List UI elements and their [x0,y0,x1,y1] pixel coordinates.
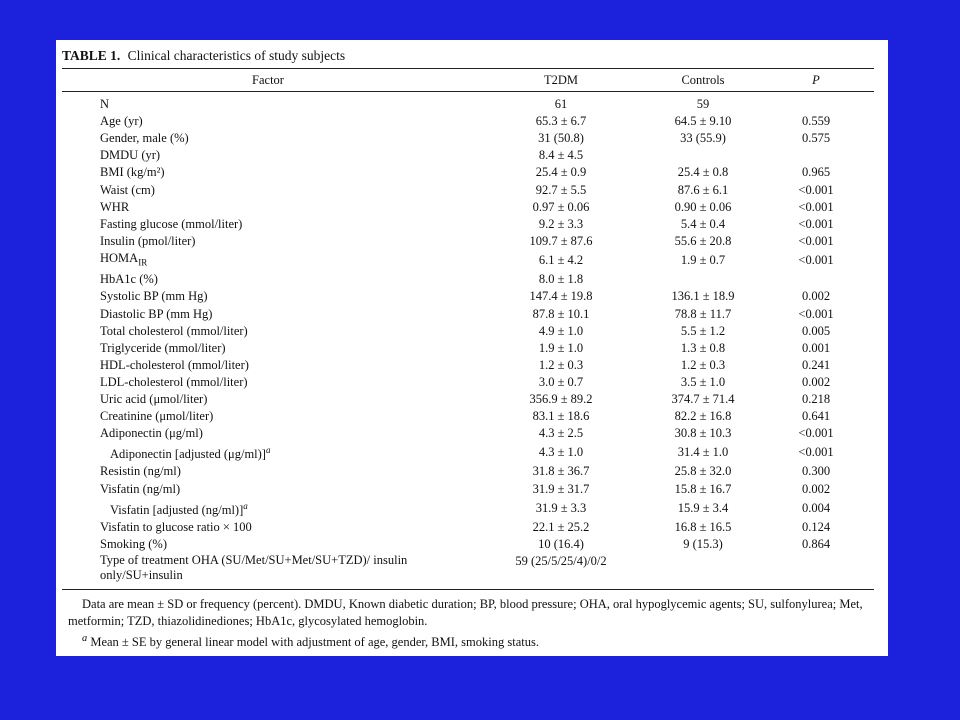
cell-controls: 78.8 ± 11.7 [674,306,732,321]
table-row [62,113,874,130]
factor-label: HDL-cholesterol (mmol/liter) [100,357,249,372]
cell-factor [62,323,474,340]
factor-label: BMI (kg/m²) [100,165,165,180]
cell-p: 0.004 [801,500,831,515]
cell-p [758,147,874,164]
table-row [62,271,874,288]
table-row [62,323,874,340]
cell-factor [62,288,474,305]
cell-t2dm: 0.97 ± 0.06 [532,199,590,214]
cell-factor [62,130,474,147]
cell-factor [62,374,474,391]
factor-label: Systolic BP (mm Hg) [100,289,208,304]
cell-p [758,92,874,114]
cell-factor [62,391,474,408]
footnote-a-mark: a [82,632,88,644]
cell-t2dm: 31 (50.8) [538,131,584,146]
cell-p: 0.002 [801,289,831,304]
factor-label: DMDU (yr) [100,148,161,163]
footnote-marker: a [265,445,271,456]
header-p-label: P [812,73,820,87]
cell-factor [62,164,474,181]
cell-controls: 25.4 ± 0.8 [677,165,729,180]
cell-p: 0.965 [801,165,831,180]
table-caption [62,46,874,68]
cell-factor [62,481,474,498]
cell-t2dm: 10 (16.4) [538,536,584,551]
cell-factor [62,147,474,164]
table-row [62,481,874,498]
cell-factor [62,442,474,463]
cell-factor [62,181,474,198]
header-factor: Factor [252,73,284,87]
cell-factor [62,553,474,590]
cell-p: 0.864 [801,536,831,551]
factor-label: Visfatin [adjusted (ng/ml)] [110,502,244,517]
cell-factor [62,92,474,114]
table-row [62,233,874,250]
cell-controls: 0.90 ± 0.06 [674,199,732,214]
cell-controls: 55.6 ± 20.8 [674,233,732,248]
cell-controls: 82.2 ± 16.8 [674,409,732,424]
cell-t2dm: 4.3 ± 1.0 [538,445,584,460]
footnote-a [68,630,868,651]
factor-label: Insulin (pmol/liter) [100,233,196,248]
cell-p: 0.002 [801,374,831,389]
table-row [62,463,874,480]
cell-factor [62,463,474,480]
cell-controls: 15.9 ± 3.4 [677,500,729,515]
cell-p: 0.559 [801,114,831,129]
cell-t2dm: 1.9 ± 1.0 [538,340,584,355]
header-t2dm: T2DM [543,73,579,87]
factor-label: Smoking (%) [100,536,168,551]
table-row [62,408,874,425]
clinical-characteristics-table [62,68,874,590]
cell-factor [62,250,474,272]
cell-p [758,271,874,288]
factor-label: Waist (cm) [100,182,155,197]
factor-label: WHR [100,199,130,214]
table-title: Clinical characteristics of study subjects [127,48,346,63]
cell-factor [62,425,474,442]
cell-controls: 64.5 ± 9.10 [674,114,732,129]
factor-label: Adiponectin [adjusted (μg/ml)] [110,447,266,462]
cell-factor [62,306,474,323]
header-p [758,69,874,92]
cell-t2dm: 83.1 ± 18.6 [532,409,590,424]
table-header-row [62,69,874,92]
table-row [62,164,874,181]
table-number: TABLE 1. [62,48,121,63]
table-footnotes [62,590,874,651]
table-row [62,391,874,408]
cell-controls: 374.7 ± 71.4 [671,392,735,407]
factor-label: Creatinine (μmol/liter) [100,409,214,424]
factor-label: Total cholesterol (mmol/liter) [100,323,248,338]
table-row [62,250,874,272]
cell-t2dm: 31.8 ± 36.7 [532,464,590,479]
cell-p: 0.002 [801,481,831,496]
cell-factor [62,536,474,553]
factor-label: Adiponectin (μg/ml) [100,426,203,441]
cell-controls: 5.5 ± 1.2 [680,323,726,338]
table-row [62,92,874,114]
cell-p: 0.218 [801,392,831,407]
cell-controls: 16.8 ± 16.5 [674,519,732,534]
factor-label: Age (yr) [100,114,143,129]
cell-factor [62,233,474,250]
table-row [62,340,874,357]
cell-t2dm: 92.7 ± 5.5 [535,182,587,197]
table-row [62,216,874,233]
cell-t2dm: 6.1 ± 4.2 [538,253,584,268]
cell-p: 0.241 [801,357,831,372]
table-row [62,425,874,442]
cell-factor [62,340,474,357]
factor-label: Visfatin to glucose ratio × 100 [100,519,252,534]
cell-t2dm: 61 [554,97,568,112]
cell-factor [62,216,474,233]
factor-label: Fasting glucose (mmol/liter) [100,216,243,231]
cell-p: <0.001 [798,253,834,268]
cell-controls: 9 (15.3) [683,536,723,551]
cell-t2dm: 65.3 ± 6.7 [535,114,587,129]
header-controls: Controls [681,73,725,87]
cell-t2dm: 1.2 ± 0.3 [538,357,584,372]
table-row [62,442,874,463]
table-row [62,288,874,305]
cell-factor [62,271,474,288]
factor-label: N [100,97,110,112]
table-row [62,519,874,536]
factor-label: Type of treatment OHA (SU/Met/SU+Met/SU+TZD)/ insulin only/SU+insulin [100,552,408,582]
table-row [62,199,874,216]
factor-label: Resistin (ng/ml) [100,464,181,479]
cell-controls: 33 (55.9) [680,131,726,146]
cell-t2dm: 9.2 ± 3.3 [538,216,584,231]
cell-factor [62,519,474,536]
cell-t2dm: 356.9 ± 89.2 [529,392,593,407]
cell-factor [62,199,474,216]
cell-controls: 1.9 ± 0.7 [680,253,726,268]
factor-label: HbA1c (%) [100,272,158,287]
table-row [62,536,874,553]
cell-controls: 5.4 ± 0.4 [680,216,726,231]
factor-label: Visfatin (ng/ml) [100,481,181,496]
cell-factor [62,408,474,425]
cell-p: 0.005 [801,323,831,338]
cell-controls: 59 [696,97,710,112]
cell-t2dm: 25.4 ± 0.9 [535,165,587,180]
cell-controls [648,271,758,288]
cell-p: 0.641 [801,409,831,424]
table-row [62,306,874,323]
factor-label: Diastolic BP (mm Hg) [100,306,213,321]
factor-label: Triglyceride (mmol/liter) [100,340,226,355]
cell-factor [62,498,474,519]
cell-p: <0.001 [798,445,834,460]
table-row [62,553,874,590]
cell-t2dm: 31.9 ± 3.3 [535,500,587,515]
cell-t2dm: 147.4 ± 19.8 [529,289,593,304]
cell-p: 0.300 [801,464,831,479]
cell-controls: 25.8 ± 32.0 [674,464,732,479]
factor-subscript: IR [138,257,148,268]
cell-controls: 15.8 ± 16.7 [674,481,732,496]
cell-p: <0.001 [798,233,834,248]
cell-t2dm: 8.4 ± 4.5 [538,148,584,163]
cell-controls: 87.6 ± 6.1 [677,182,729,197]
factor-label: Gender, male (%) [100,131,189,146]
table-row [62,181,874,198]
table-row [62,498,874,519]
footnote-abbreviations: Data are mean ± SD or frequency (percent). DMDU, Known diabetic duration; BP, blood pressure; OHA, oral hypoglycemic agents; SU, sulfonylurea; Met, metformin; TZD, thiazolidinediones; HbA1c, glycosylated hemoglobin. [68,596,863,628]
cell-t2dm: 87.8 ± 10.1 [532,306,590,321]
cell-p: 0.575 [801,131,831,146]
cell-t2dm: 22.1 ± 25.2 [532,519,590,534]
cell-controls: 136.1 ± 18.9 [671,289,735,304]
table-row [62,130,874,147]
cell-controls: 3.5 ± 1.0 [680,374,726,389]
table-body [62,92,874,590]
cell-p: <0.001 [798,426,834,441]
factor-label: HOMA [100,250,139,265]
cell-p: <0.001 [798,216,834,231]
footnote-a-text: Mean ± SE by general linear model with adjustment of age, gender, BMI, smoking status. [87,635,539,650]
cell-p: <0.001 [798,306,834,321]
cell-p: 0.124 [801,519,831,534]
cell-controls: 31.4 ± 1.0 [677,445,729,460]
cell-t2dm: 31.9 ± 31.7 [532,481,590,496]
cell-controls: 1.2 ± 0.3 [680,357,726,372]
cell-p: 0.001 [801,340,831,355]
cell-t2dm: 4.9 ± 1.0 [538,323,584,338]
cell-factor [62,357,474,374]
cell-p: <0.001 [798,199,834,214]
table-row [62,374,874,391]
table-row [62,147,874,164]
cell-t2dm: 4.3 ± 2.5 [538,426,584,441]
table-row [62,357,874,374]
cell-t2dm: 109.7 ± 87.6 [529,233,593,248]
cell-p [758,553,874,590]
cell-factor [62,113,474,130]
cell-t2dm: 8.0 ± 1.8 [538,272,584,287]
cell-controls: 1.3 ± 0.8 [680,340,726,355]
footnote-marker: a [243,500,248,511]
factor-label: Uric acid (μmol/liter) [100,392,208,407]
cell-p: <0.001 [798,182,834,197]
factor-label: LDL-cholesterol (mmol/liter) [100,374,248,389]
cell-controls [648,553,758,590]
cell-t2dm: 59 (25/5/25/4)/0/2 [515,553,607,568]
cell-controls: 30.8 ± 10.3 [674,426,732,441]
cell-controls [648,147,758,164]
cell-t2dm: 3.0 ± 0.7 [538,374,584,389]
table-document [56,40,888,656]
